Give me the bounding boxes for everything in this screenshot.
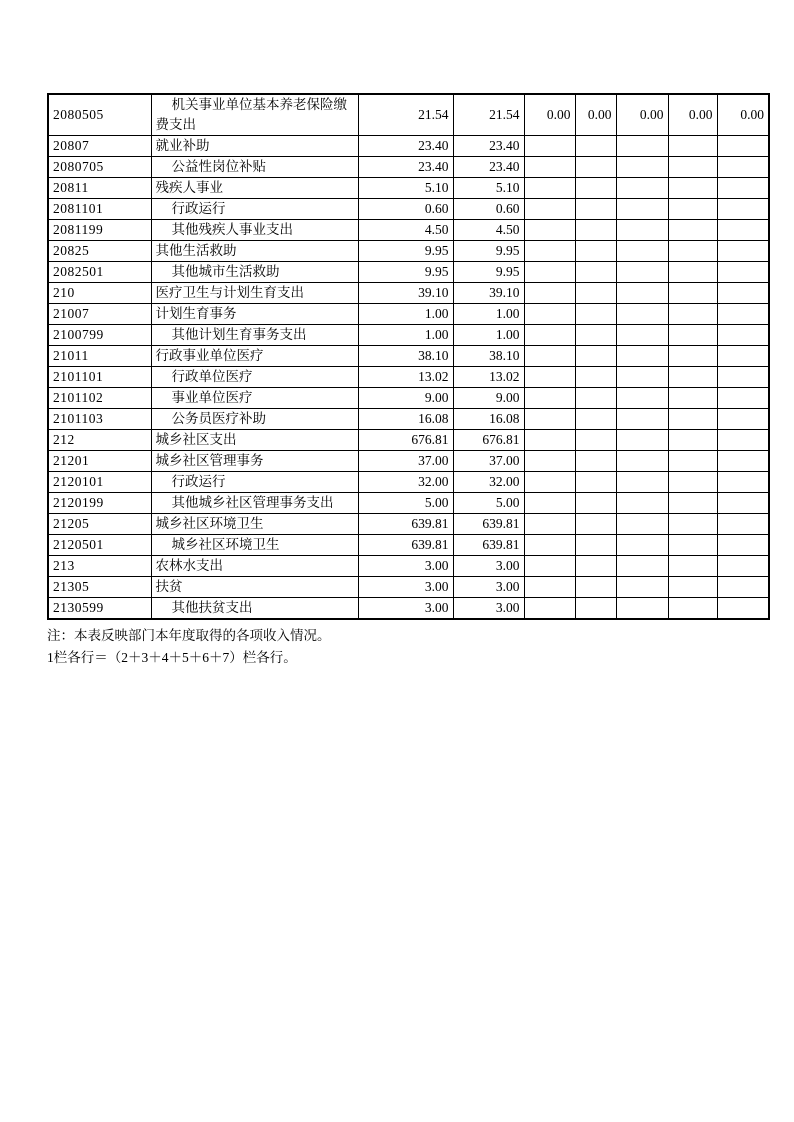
table-row <box>48 283 769 304</box>
row-value-col-1: 3.00 <box>358 577 453 598</box>
row-value-col-7 <box>717 136 769 157</box>
table-row <box>48 346 769 367</box>
row-code: 2120501 <box>48 535 151 556</box>
row-value-col-6 <box>668 598 717 620</box>
row-value-col-7 <box>717 241 769 262</box>
row-value-col-4 <box>575 493 616 514</box>
row-item-name: 其他扶贫支出 <box>151 598 358 620</box>
row-value-col-1: 1.00 <box>358 325 453 346</box>
row-value-col-4 <box>575 199 616 220</box>
row-value-col-2: 5.10 <box>453 178 524 199</box>
row-value-col-1: 16.08 <box>358 409 453 430</box>
row-value-col-3 <box>524 262 575 283</box>
row-value-col-4 <box>575 283 616 304</box>
row-value-col-5 <box>616 451 668 472</box>
table-row <box>48 577 769 598</box>
row-value-col-5 <box>616 577 668 598</box>
row-value-col-7 <box>717 283 769 304</box>
row-value-col-5 <box>616 556 668 577</box>
row-value-col-6 <box>668 409 717 430</box>
row-value-col-6 <box>668 241 717 262</box>
row-value-col-7 <box>717 430 769 451</box>
row-value-col-6 <box>668 136 717 157</box>
row-value-col-7 <box>717 535 769 556</box>
row-value-col-6 <box>668 472 717 493</box>
row-item-name: 其他计划生育事务支出 <box>151 325 358 346</box>
table-row <box>48 409 769 430</box>
row-value-col-5: 0.00 <box>616 94 668 136</box>
row-value-col-7 <box>717 157 769 178</box>
row-value-col-6 <box>668 577 717 598</box>
row-value-col-4 <box>575 556 616 577</box>
row-code: 2080505 <box>48 94 151 136</box>
income-table-body <box>48 94 769 619</box>
row-value-col-4 <box>575 367 616 388</box>
row-value-col-3 <box>524 157 575 178</box>
row-value-col-3 <box>524 577 575 598</box>
row-value-col-2: 1.00 <box>453 304 524 325</box>
row-code: 2082501 <box>48 262 151 283</box>
table-note-formula: 1栏各行＝（2＋3＋4＋5＋6＋7）栏各行。 <box>47 650 297 665</box>
row-item-name: 其他生活救助 <box>151 241 358 262</box>
row-value-col-2: 3.00 <box>453 577 524 598</box>
row-value-col-5 <box>616 367 668 388</box>
row-value-col-6 <box>668 283 717 304</box>
table-row <box>48 157 769 178</box>
row-value-col-1: 5.00 <box>358 493 453 514</box>
row-code: 21201 <box>48 451 151 472</box>
row-item-name: 残疾人事业 <box>151 178 358 199</box>
row-value-col-6 <box>668 451 717 472</box>
row-value-col-2: 3.00 <box>453 598 524 620</box>
row-value-col-3 <box>524 472 575 493</box>
row-value-col-3 <box>524 451 575 472</box>
row-value-col-1: 13.02 <box>358 367 453 388</box>
row-value-col-3 <box>524 535 575 556</box>
table-row <box>48 304 769 325</box>
row-item-name: 行政事业单位医疗 <box>151 346 358 367</box>
row-value-col-2: 639.81 <box>453 535 524 556</box>
row-value-col-2: 5.00 <box>453 493 524 514</box>
row-value-col-7 <box>717 220 769 241</box>
row-value-col-3 <box>524 346 575 367</box>
row-value-col-3 <box>524 178 575 199</box>
row-value-col-3 <box>524 241 575 262</box>
row-value-col-1: 9.95 <box>358 241 453 262</box>
table-row <box>48 430 769 451</box>
table-row <box>48 598 769 620</box>
row-item-name: 扶贫 <box>151 577 358 598</box>
row-value-col-7 <box>717 598 769 620</box>
row-item-name: 公益性岗位补贴 <box>151 157 358 178</box>
row-value-col-3 <box>524 388 575 409</box>
table-row <box>48 556 769 577</box>
document-page <box>47 93 768 669</box>
table-row <box>48 94 769 136</box>
row-value-col-7 <box>717 199 769 220</box>
row-code: 2120101 <box>48 472 151 493</box>
row-value-col-4 <box>575 577 616 598</box>
row-value-col-2: 32.00 <box>453 472 524 493</box>
row-value-col-3 <box>524 556 575 577</box>
row-value-col-5 <box>616 514 668 535</box>
row-item-name: 公务员医疗补助 <box>151 409 358 430</box>
row-value-col-1: 639.81 <box>358 514 453 535</box>
row-value-col-1: 32.00 <box>358 472 453 493</box>
table-row <box>48 514 769 535</box>
table-row <box>48 262 769 283</box>
row-value-col-2: 38.10 <box>453 346 524 367</box>
row-value-col-5 <box>616 283 668 304</box>
row-value-col-7 <box>717 556 769 577</box>
row-value-col-3 <box>524 367 575 388</box>
table-note-scope: 注：本表反映部门本年度取得的各项收入情况。 <box>47 628 331 643</box>
row-value-col-7 <box>717 304 769 325</box>
row-item-name: 行政单位医疗 <box>151 367 358 388</box>
row-value-col-1: 3.00 <box>358 556 453 577</box>
row-value-col-4 <box>575 220 616 241</box>
row-value-col-1: 4.50 <box>358 220 453 241</box>
row-value-col-7 <box>717 262 769 283</box>
row-value-col-2: 13.02 <box>453 367 524 388</box>
row-code: 2080705 <box>48 157 151 178</box>
row-value-col-6 <box>668 493 717 514</box>
row-value-col-6 <box>668 367 717 388</box>
income-table <box>47 93 770 620</box>
row-value-col-2: 21.54 <box>453 94 524 136</box>
row-item-name: 其他残疾人事业支出 <box>151 220 358 241</box>
row-code: 2081101 <box>48 199 151 220</box>
row-value-col-7 <box>717 388 769 409</box>
row-item-name: 机关事业单位基本养老保险缴费支出 <box>151 94 358 136</box>
row-value-col-5 <box>616 178 668 199</box>
row-value-col-2: 0.60 <box>453 199 524 220</box>
row-item-name: 医疗卫生与计划生育支出 <box>151 283 358 304</box>
table-row <box>48 220 769 241</box>
row-item-name: 农林水支出 <box>151 556 358 577</box>
row-value-col-1: 5.10 <box>358 178 453 199</box>
row-code: 21305 <box>48 577 151 598</box>
row-value-col-6 <box>668 388 717 409</box>
row-code: 2130599 <box>48 598 151 620</box>
row-code: 213 <box>48 556 151 577</box>
row-code: 20811 <box>48 178 151 199</box>
row-code: 2101101 <box>48 367 151 388</box>
row-value-col-6 <box>668 430 717 451</box>
row-item-name: 城乡社区支出 <box>151 430 358 451</box>
row-value-col-1: 38.10 <box>358 346 453 367</box>
row-value-col-4 <box>575 178 616 199</box>
row-value-col-4 <box>575 451 616 472</box>
row-value-col-7 <box>717 577 769 598</box>
row-value-col-1: 639.81 <box>358 535 453 556</box>
row-value-col-2: 676.81 <box>453 430 524 451</box>
row-value-col-7 <box>717 178 769 199</box>
row-item-name: 计划生育事务 <box>151 304 358 325</box>
row-value-col-6 <box>668 304 717 325</box>
row-code: 210 <box>48 283 151 304</box>
row-value-col-1: 9.95 <box>358 262 453 283</box>
row-value-col-3 <box>524 220 575 241</box>
row-value-col-4 <box>575 535 616 556</box>
row-value-col-4 <box>575 157 616 178</box>
row-value-col-1: 21.54 <box>358 94 453 136</box>
row-value-col-5 <box>616 325 668 346</box>
row-code: 21205 <box>48 514 151 535</box>
row-item-name: 行政运行 <box>151 472 358 493</box>
row-value-col-4 <box>575 262 616 283</box>
table-row <box>48 325 769 346</box>
row-value-col-6 <box>668 535 717 556</box>
row-value-col-1: 0.60 <box>358 199 453 220</box>
row-value-col-2: 9.95 <box>453 262 524 283</box>
row-value-col-7: 0.00 <box>717 94 769 136</box>
table-row <box>48 178 769 199</box>
row-value-col-2: 37.00 <box>453 451 524 472</box>
row-value-col-4 <box>575 346 616 367</box>
row-value-col-3 <box>524 493 575 514</box>
row-item-name: 事业单位医疗 <box>151 388 358 409</box>
row-value-col-1: 39.10 <box>358 283 453 304</box>
row-value-col-5 <box>616 304 668 325</box>
row-value-col-5 <box>616 472 668 493</box>
row-value-col-4: 0.00 <box>575 94 616 136</box>
row-value-col-7 <box>717 514 769 535</box>
row-value-col-6 <box>668 556 717 577</box>
row-value-col-5 <box>616 535 668 556</box>
row-value-col-3 <box>524 283 575 304</box>
row-value-col-1: 1.00 <box>358 304 453 325</box>
row-code: 20807 <box>48 136 151 157</box>
row-value-col-4 <box>575 598 616 620</box>
row-value-col-2: 16.08 <box>453 409 524 430</box>
row-value-col-6: 0.00 <box>668 94 717 136</box>
row-value-col-5 <box>616 241 668 262</box>
row-value-col-5 <box>616 493 668 514</box>
table-row <box>48 535 769 556</box>
row-code: 2120199 <box>48 493 151 514</box>
row-value-col-4 <box>575 472 616 493</box>
row-value-col-5 <box>616 157 668 178</box>
row-value-col-1: 23.40 <box>358 157 453 178</box>
row-value-col-7 <box>717 325 769 346</box>
row-value-col-4 <box>575 430 616 451</box>
row-value-col-7 <box>717 409 769 430</box>
row-value-col-3 <box>524 136 575 157</box>
row-value-col-1: 3.00 <box>358 598 453 620</box>
table-notes <box>47 625 768 669</box>
row-value-col-5 <box>616 262 668 283</box>
row-value-col-1: 676.81 <box>358 430 453 451</box>
row-value-col-4 <box>575 136 616 157</box>
row-value-col-3 <box>524 199 575 220</box>
row-value-col-2: 23.40 <box>453 157 524 178</box>
row-item-name: 城乡社区环境卫生 <box>151 514 358 535</box>
table-row <box>48 493 769 514</box>
row-value-col-2: 9.95 <box>453 241 524 262</box>
row-value-col-5 <box>616 430 668 451</box>
row-value-col-6 <box>668 325 717 346</box>
row-value-col-6 <box>668 262 717 283</box>
row-value-col-2: 1.00 <box>453 325 524 346</box>
row-value-col-4 <box>575 514 616 535</box>
row-value-col-2: 39.10 <box>453 283 524 304</box>
row-item-name: 行政运行 <box>151 199 358 220</box>
row-code: 212 <box>48 430 151 451</box>
row-value-col-3 <box>524 514 575 535</box>
table-row <box>48 367 769 388</box>
row-value-col-6 <box>668 178 717 199</box>
table-row <box>48 388 769 409</box>
row-code: 2101103 <box>48 409 151 430</box>
row-value-col-3 <box>524 304 575 325</box>
row-value-col-5 <box>616 220 668 241</box>
row-value-col-2: 3.00 <box>453 556 524 577</box>
row-value-col-2: 639.81 <box>453 514 524 535</box>
row-code: 21007 <box>48 304 151 325</box>
row-value-col-6 <box>668 346 717 367</box>
row-value-col-1: 37.00 <box>358 451 453 472</box>
row-value-col-2: 4.50 <box>453 220 524 241</box>
row-value-col-3 <box>524 598 575 620</box>
row-value-col-3 <box>524 430 575 451</box>
row-value-col-1: 23.40 <box>358 136 453 157</box>
row-code: 2081199 <box>48 220 151 241</box>
row-value-col-4 <box>575 325 616 346</box>
row-value-col-1: 9.00 <box>358 388 453 409</box>
row-value-col-7 <box>717 346 769 367</box>
row-code: 20825 <box>48 241 151 262</box>
row-value-col-6 <box>668 157 717 178</box>
row-value-col-7 <box>717 493 769 514</box>
row-item-name: 就业补助 <box>151 136 358 157</box>
table-row <box>48 199 769 220</box>
row-value-col-6 <box>668 220 717 241</box>
row-value-col-6 <box>668 514 717 535</box>
row-value-col-5 <box>616 388 668 409</box>
row-code: 2101102 <box>48 388 151 409</box>
row-value-col-3 <box>524 409 575 430</box>
table-row <box>48 472 769 493</box>
row-value-col-7 <box>717 451 769 472</box>
row-item-name: 城乡社区管理事务 <box>151 451 358 472</box>
row-value-col-7 <box>717 472 769 493</box>
row-value-col-5 <box>616 598 668 620</box>
row-value-col-2: 23.40 <box>453 136 524 157</box>
row-value-col-5 <box>616 199 668 220</box>
row-value-col-7 <box>717 367 769 388</box>
table-row <box>48 241 769 262</box>
row-value-col-5 <box>616 136 668 157</box>
row-value-col-4 <box>575 388 616 409</box>
row-value-col-2: 9.00 <box>453 388 524 409</box>
row-value-col-4 <box>575 409 616 430</box>
row-value-col-5 <box>616 346 668 367</box>
row-code: 2100799 <box>48 325 151 346</box>
row-value-col-4 <box>575 304 616 325</box>
table-row <box>48 136 769 157</box>
row-value-col-3: 0.00 <box>524 94 575 136</box>
row-item-name: 其他城乡社区管理事务支出 <box>151 493 358 514</box>
row-value-col-6 <box>668 199 717 220</box>
row-value-col-4 <box>575 241 616 262</box>
row-code: 21011 <box>48 346 151 367</box>
row-value-col-5 <box>616 409 668 430</box>
table-row <box>48 451 769 472</box>
row-value-col-3 <box>524 325 575 346</box>
row-item-name: 城乡社区环境卫生 <box>151 535 358 556</box>
row-item-name: 其他城市生活救助 <box>151 262 358 283</box>
